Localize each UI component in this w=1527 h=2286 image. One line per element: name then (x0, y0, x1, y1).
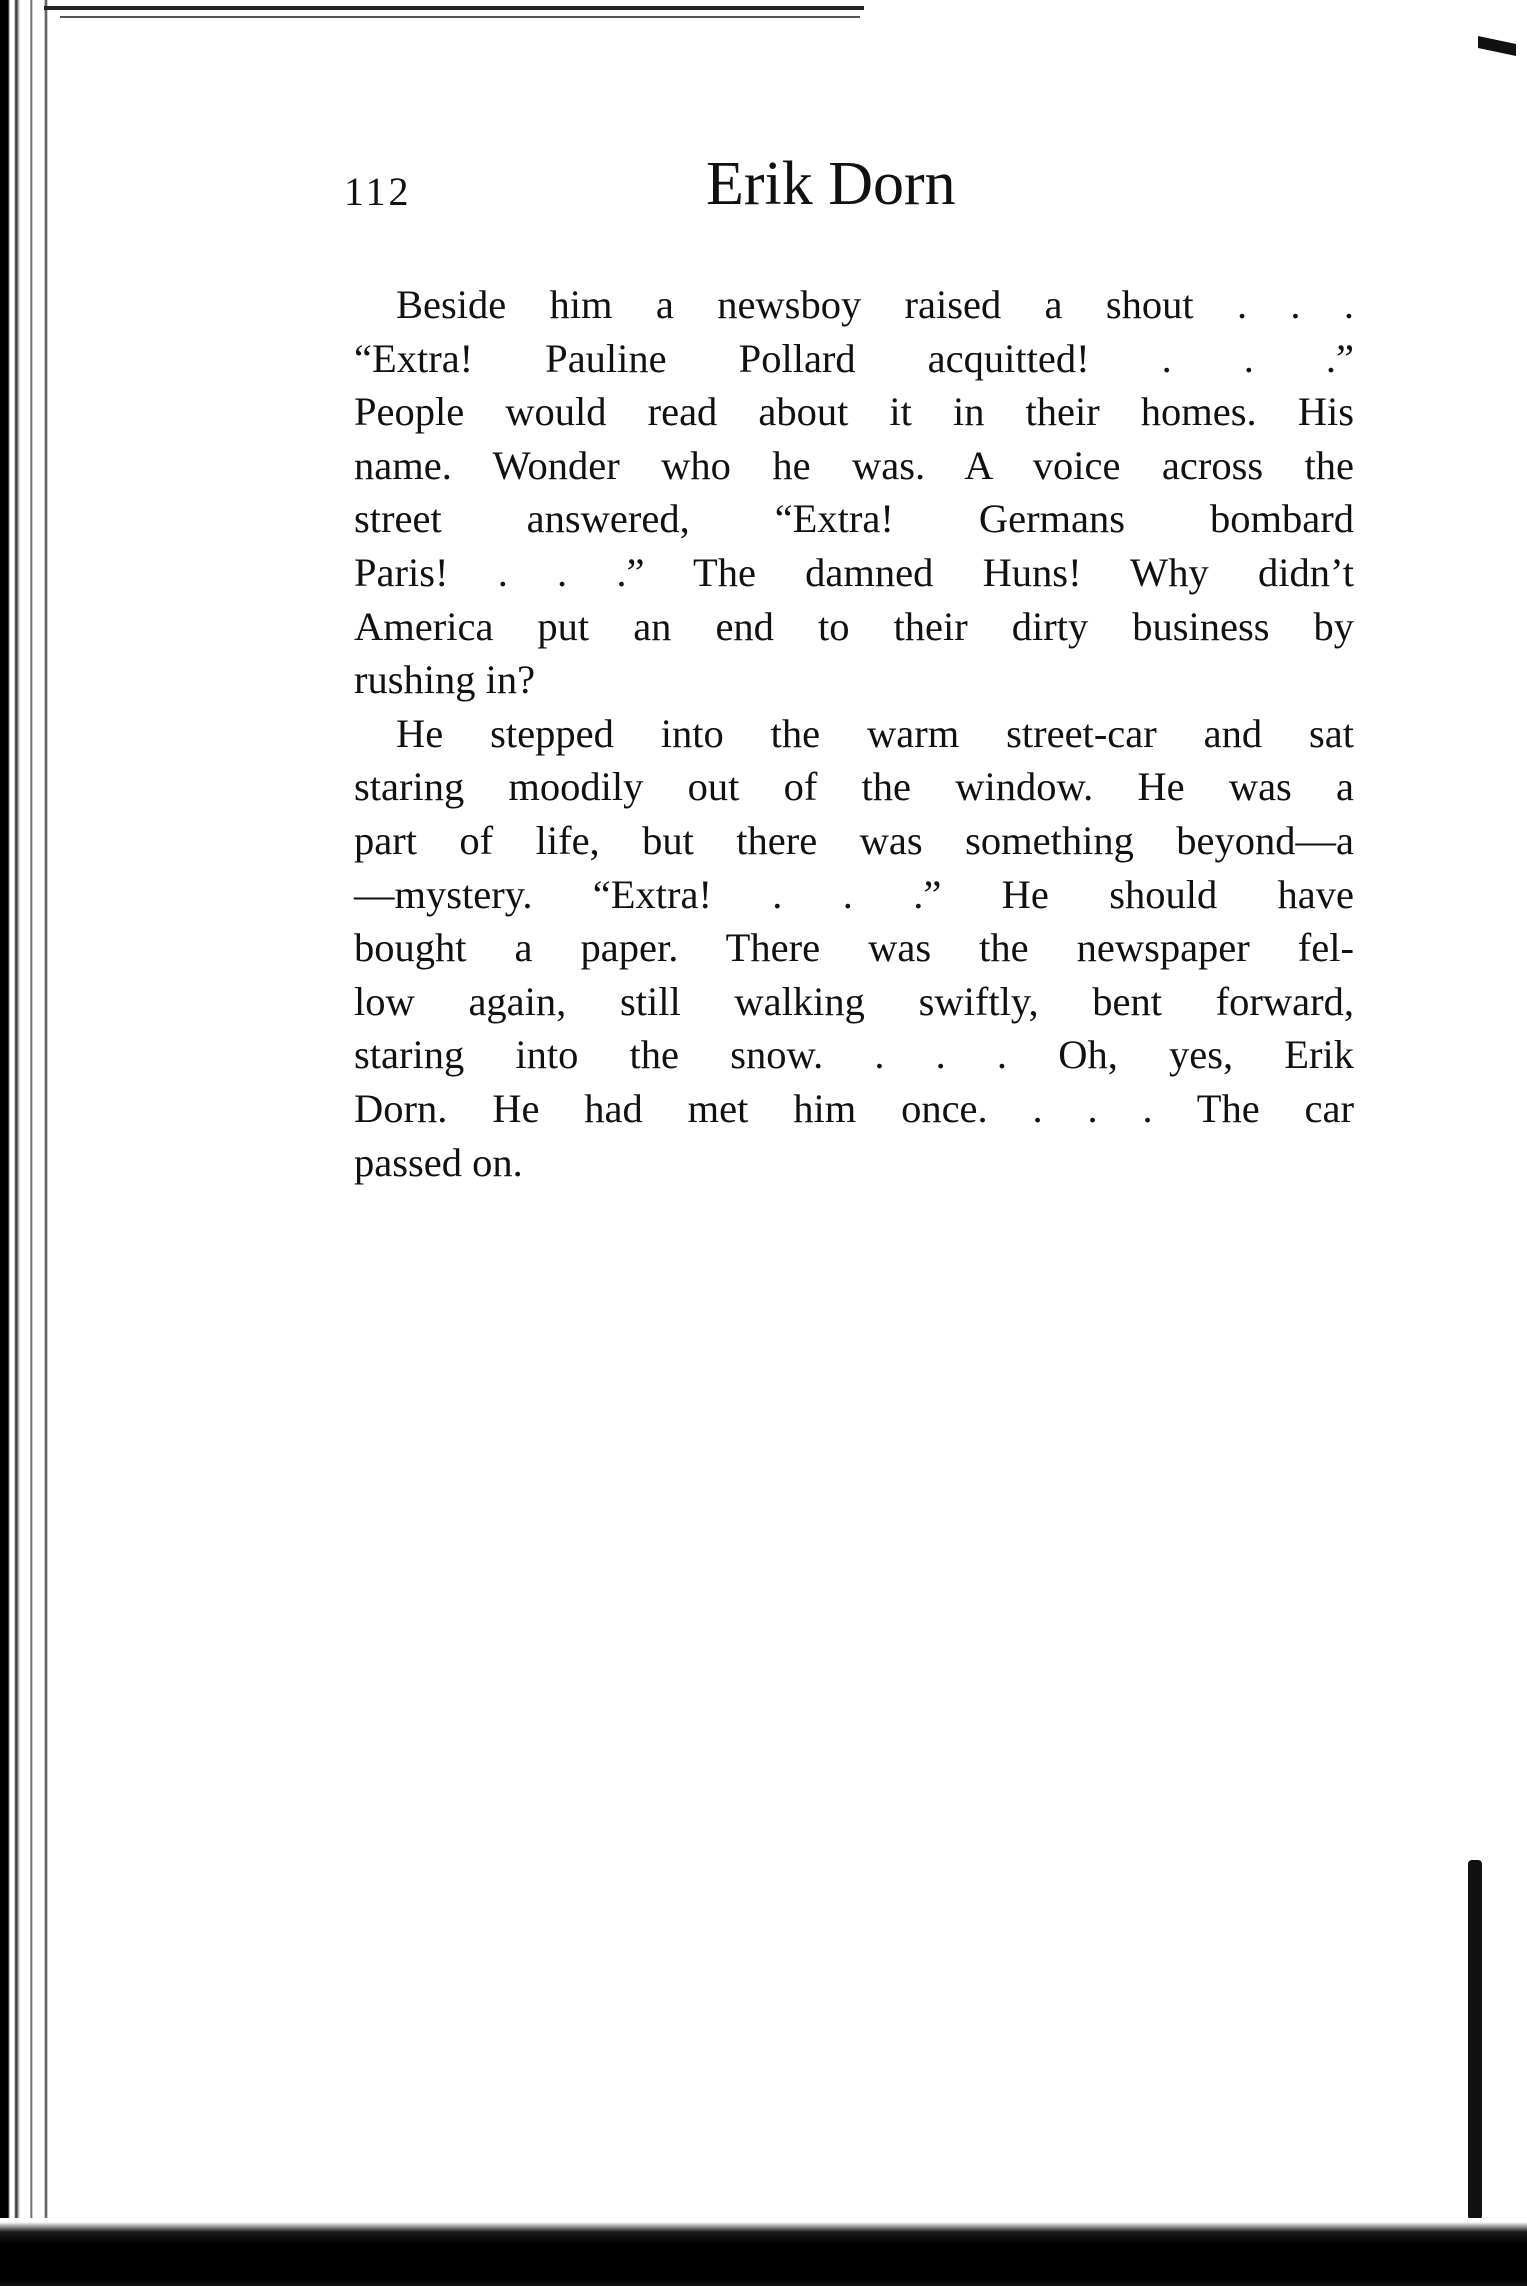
text-line: Dorn. He had met him once. . . . The car (354, 1085, 1354, 1131)
running-head (344, 150, 1354, 230)
text-line: —mystery. “Extra! . . .” He should have (354, 871, 1354, 917)
text-line: “Extra! Pauline Pollard acquitted! . . .” (354, 335, 1354, 381)
text-line: Beside him a newsboy raised a shout . . . (396, 282, 1354, 327)
text-line: staring moodily out of the window. He was a (354, 764, 1354, 810)
text-line: He stepped into the warm street-car and sat (396, 710, 1354, 756)
text-line: passed on. (354, 1139, 523, 1185)
scan-top-rule (44, 6, 864, 10)
text-line: street answered, “Extra! Germans bombard (354, 496, 1354, 542)
paragraph (354, 278, 1354, 707)
text-line: part of life, but there was something beyond—a (354, 817, 1354, 863)
running-title: Erik Dorn (706, 150, 956, 218)
text-line: low again, still walking swiftly, bent forward, (354, 978, 1354, 1024)
text-line: rushing in? (354, 657, 536, 703)
text-line: America put an end to their dirty business by (354, 603, 1354, 649)
scan-binding-edge (0, 0, 62, 2286)
scan-top-rule-secondary (60, 16, 860, 18)
text-line: People would read about it in their homes. His (354, 389, 1354, 435)
text-line: Paris! . . .” The damned Huns! Why didn’t (354, 549, 1354, 595)
scan-right-edge-mark (1468, 1860, 1482, 2220)
body-text (354, 278, 1354, 1189)
scan-bottom-shadow (0, 2218, 1527, 2286)
text-line: bought a paper. There was the newspaper fel- (354, 925, 1354, 971)
text-line: name. Wonder who he was. A voice across the (354, 442, 1354, 488)
scan-corner-mark (1478, 36, 1516, 56)
text-line: staring into the snow. . . . Oh, yes, Erik (354, 1032, 1354, 1078)
paragraph (354, 707, 1354, 1189)
page-number: 112 (344, 169, 412, 214)
